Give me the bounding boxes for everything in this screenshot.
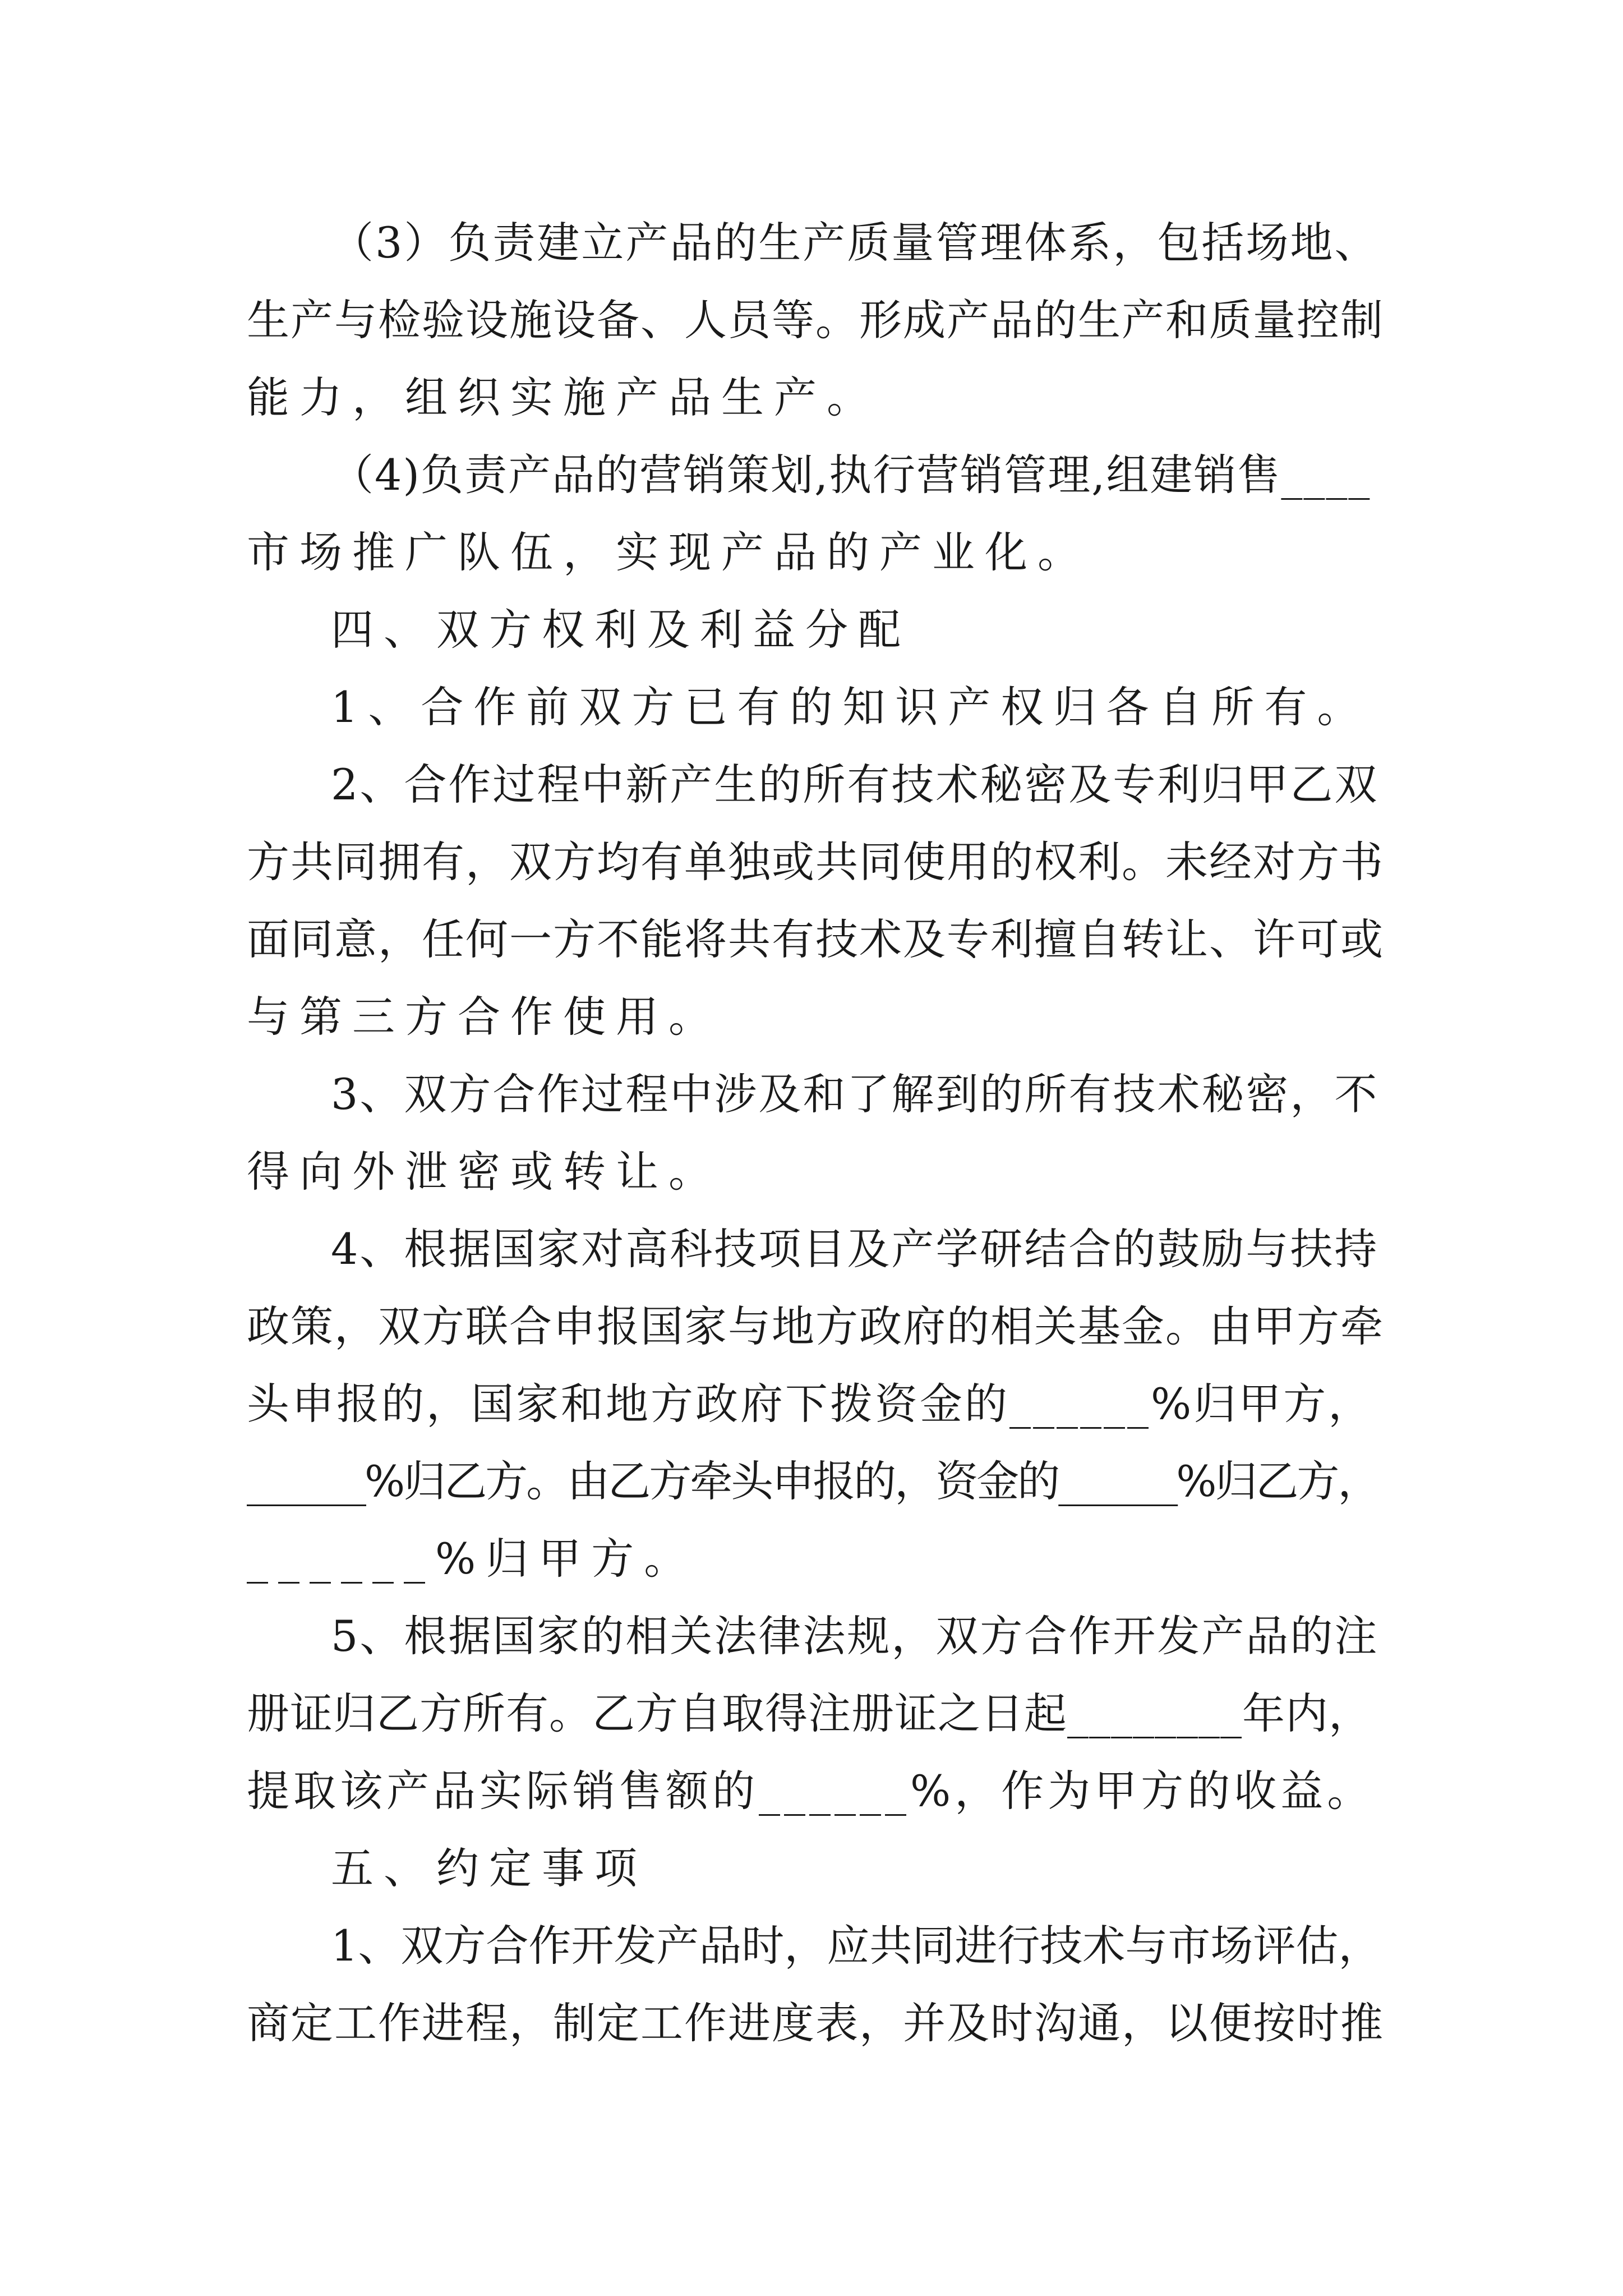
paragraph-line: 册证归乙方所有。乙方自取得注册证之日起________年内， [247,1688,1372,1738]
paragraph-line: 2、合作过程中新产生的所有技术秘密及专利归甲乙双 [331,760,1379,809]
paragraph-line: 1、合作前双方已有的知识产权归各自所有。 [331,682,1370,732]
paragraph-line: 3、双方合作过程中涉及和了解到的所有技术秘密，不 [331,1069,1379,1119]
paragraph-line: 1、双方合作开发产品时，应共同进行技术与市场评估， [331,1921,1381,1971]
paragraph-line: 面同意，任何一方不能将共有技术及专利擅自转让、许可或 [247,914,1384,964]
paragraph-line: 提取该产品实际销售额的______%，作为甲方的收益。 [247,1766,1374,1816]
section-heading: 五、约定事项 [331,1843,647,1893]
paragraph-line: 能力，组织实施产品生产。 [247,372,879,422]
paragraph-line: 头申报的，国家和地方政府下拨资金的______%归甲方， [247,1379,1373,1429]
paragraph-line: 商定工作进程，制定工作进度表，并及时沟通，以便按时推 [247,1998,1384,2048]
paragraph-line: ______%归乙方。由乙方牵头申报的，资金的______%归乙方， [247,1456,1379,1506]
section-heading: 四、双方权利及利益分配 [331,605,911,655]
paragraph-line: （4)负责产品的营销策划,执行营销管理,组建销售____ [331,450,1371,500]
paragraph-line: 政策，双方联合申报国家与地方政府的相关基金。由甲方牵 [247,1301,1384,1351]
paragraph-line: 方共同拥有，双方均有单独或共同使用的权利。未经对方书 [247,837,1384,887]
paragraph-line: 4、根据国家对高科技项目及产学研结合的鼓励与扶持 [331,1224,1379,1274]
paragraph-line: ______%归甲方。 [247,1534,697,1584]
paragraph-line: （3）负责建立产品的生产质量管理体系，包括场地、 [331,218,1379,268]
paragraph-line: 生产与检验设施设备、人员等。形成产品的生产和质量控制 [247,295,1384,345]
paragraph-line: 市场推广队伍，实现产品的产业化。 [247,527,1090,577]
paragraph-line: 得向外泄密或转让。 [247,1147,721,1197]
paragraph-line: 5、根据国家的相关法律法规，双方合作开发产品的注 [331,1611,1379,1661]
paragraph-line: 与第三方合作使用。 [247,992,721,1042]
